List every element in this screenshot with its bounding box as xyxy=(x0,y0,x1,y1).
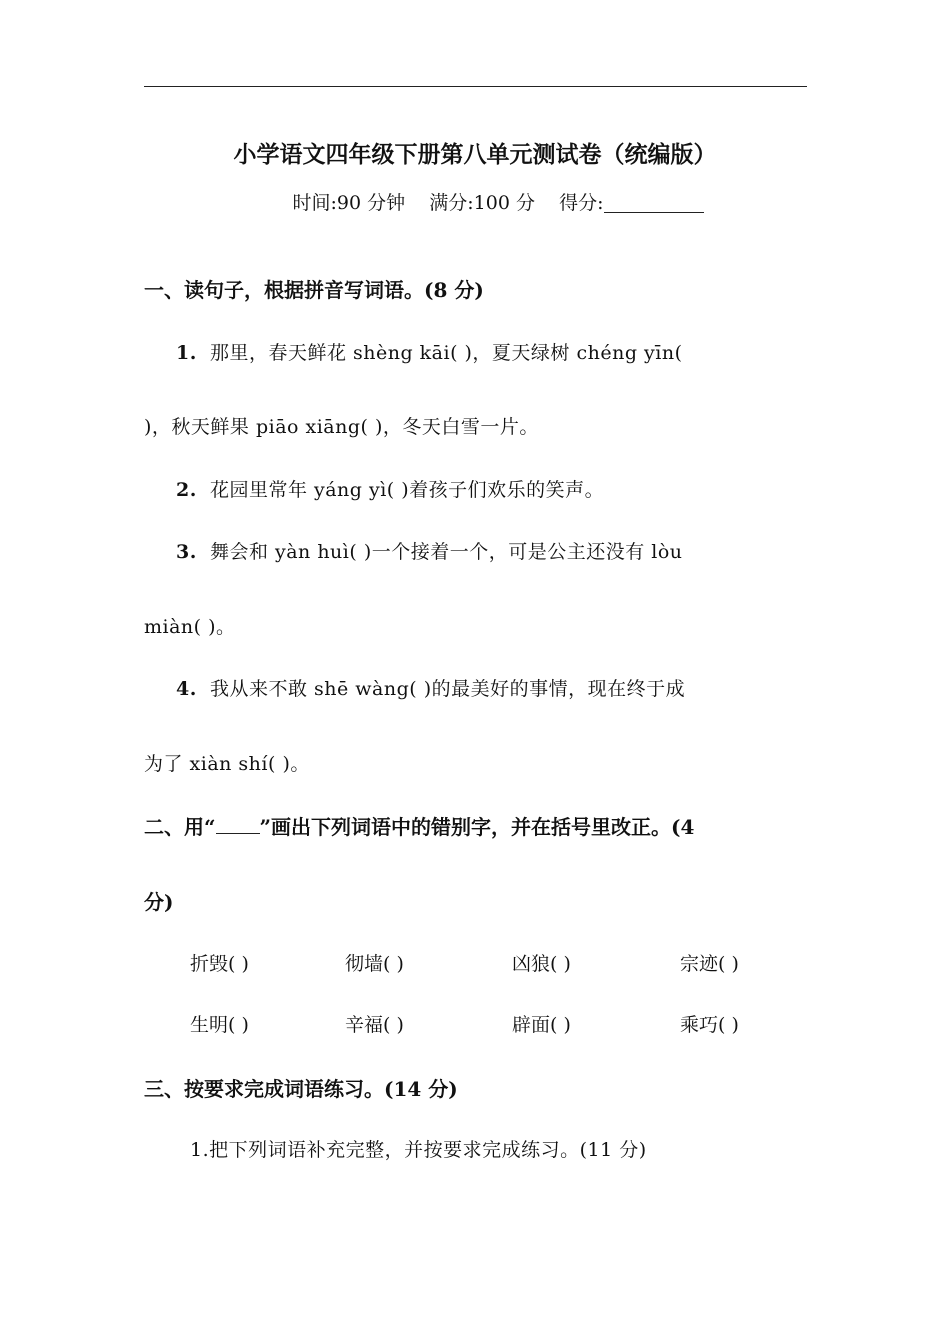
q1-number: 1. xyxy=(176,342,197,364)
full-score: 满分:100 分 xyxy=(429,192,535,214)
q3-text-1: 舞会和 yàn huì( )一个接着一个，可是公主还没有 lòu xyxy=(209,541,683,563)
q1-line1 xyxy=(176,338,683,365)
q4-number: 4. xyxy=(176,678,197,700)
score-label: 得分: xyxy=(559,192,604,214)
q1-text-1: 那里，春天鲜花 shèng kāi( )，夏天绿树 chéng yīn( xyxy=(209,342,683,364)
word-item: 辛福( ) xyxy=(345,1014,404,1036)
q3-number: 3. xyxy=(176,541,197,563)
q3-line1 xyxy=(176,537,683,564)
word-item: 辟面( ) xyxy=(512,1014,571,1036)
q4-text-1: 我从来不敢 shē wàng( )的最美好的事情，现在终于成 xyxy=(209,678,686,700)
word-item: 乘巧( ) xyxy=(680,1014,739,1036)
header-rule xyxy=(144,86,807,87)
word-item: 宗迹( ) xyxy=(680,953,739,975)
word-item: 彻墙( ) xyxy=(345,953,404,975)
q1-text-2: )，秋天鲜果 piāo xiāng( )，冬天白雪一片。 xyxy=(144,416,539,438)
q3-text-2: miàn( )。 xyxy=(144,616,236,638)
q4-text-2: 为了 xiàn shí( )。 xyxy=(144,753,310,775)
section2-heading-line2: 分) xyxy=(144,890,174,914)
word-item: 凶狼( ) xyxy=(512,953,571,975)
section3-heading: 三、按要求完成词语练习。(14 分) xyxy=(144,1077,458,1101)
section3-sub1: 1.把下列词语补充完整，并按要求完成练习。(11 分) xyxy=(190,1139,647,1161)
word-item: 折毁( ) xyxy=(190,953,249,975)
time-limit: 时间:90 分钟 xyxy=(292,192,406,214)
q2-number: 2. xyxy=(176,479,197,501)
score-blank[interactable] xyxy=(604,192,704,213)
section2-heading-pre: 二、用“ xyxy=(144,815,216,839)
underline-sample xyxy=(216,819,260,834)
word-item: 生明( ) xyxy=(190,1014,249,1036)
page-title: 小学语文四年级下册第八单元测试卷（统编版） xyxy=(233,141,717,168)
q4-line1 xyxy=(176,674,685,701)
q2-line1 xyxy=(176,475,604,502)
q2-text-1: 花园里常年 yáng yì( )着孩子们欢乐的笑声。 xyxy=(209,479,605,501)
exam-meta xyxy=(0,188,950,215)
section2-heading-post: ”画出下列词语中的错别字，并在括号里改正。(4 xyxy=(259,815,695,839)
section2-heading xyxy=(144,811,694,840)
section1-heading: 一、读句子，根据拼音写词语。(8 分) xyxy=(144,278,484,302)
